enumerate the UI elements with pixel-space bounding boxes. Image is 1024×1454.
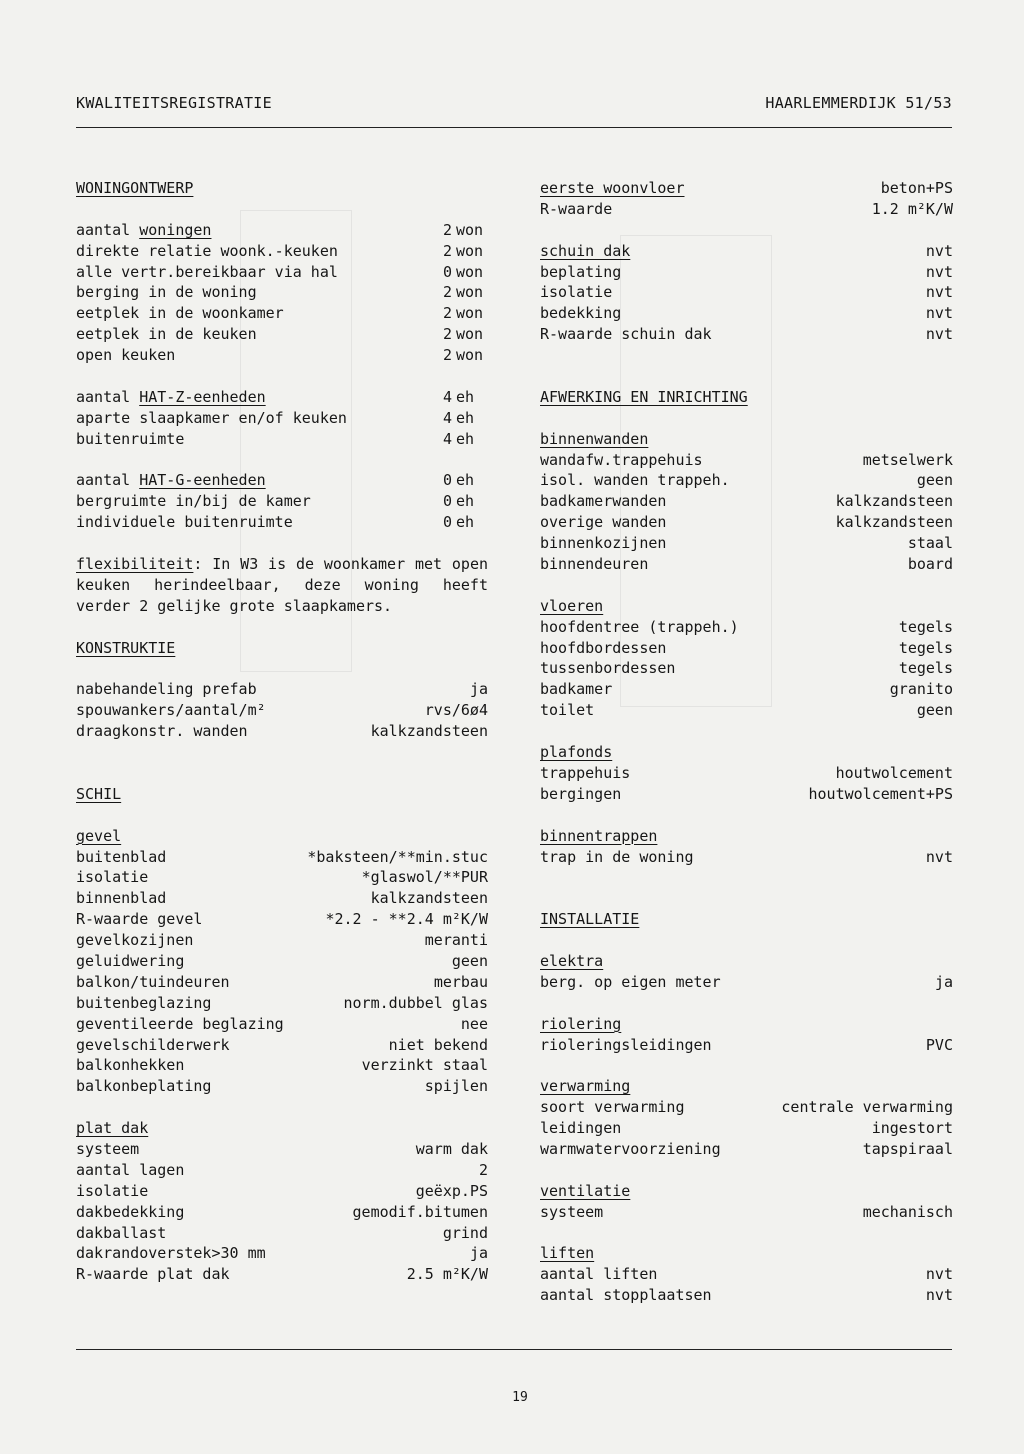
subsection-heading: ventilatie (540, 1181, 631, 1200)
spec-row (540, 1285, 953, 1306)
row-unit: eh (456, 387, 475, 406)
row-value: gemodif.bitumen (352, 1202, 488, 1221)
spec-row (76, 993, 488, 1014)
row-value: geen (916, 471, 953, 490)
row-label: berg. op eigen meter (540, 972, 721, 991)
spec-row (76, 1243, 488, 1264)
row-label: toilet (540, 701, 595, 720)
spec-row (76, 700, 488, 721)
row-value: verzinkt staal (361, 1056, 488, 1075)
row-count: 0 (442, 492, 452, 511)
spec-row: isolatie nvt (540, 283, 953, 302)
row-label: balkon/tuindeuren (76, 972, 230, 991)
spec-row: R-waarde schuin dak nvt (540, 325, 953, 344)
count-row (76, 303, 488, 324)
spec-row: bedekking nvt (540, 304, 953, 323)
row-value: geen (916, 701, 953, 720)
row-value: *glaswol/**PUR (361, 868, 488, 887)
count-row (76, 429, 488, 450)
row-label: systeem (76, 1140, 140, 1159)
row-label: geventileerde beglazing (76, 1014, 284, 1033)
row-value: grind (442, 1223, 488, 1242)
row-label: alle vertr.bereikbaar via hal (76, 262, 338, 281)
row-count: 2 (442, 346, 452, 365)
row-label: binnenblad (76, 889, 167, 908)
row-label: isolatie (76, 1181, 149, 1200)
row-count: 2 (442, 220, 452, 239)
row-count: 0 (442, 262, 452, 281)
row-unit: won (456, 283, 484, 302)
row-label: isol. wanden trappeh. (540, 471, 730, 490)
count-row (76, 241, 488, 262)
row-label: direkte relatie woonk.-keuken (76, 241, 338, 260)
row-label: buitenruimte (76, 429, 185, 448)
spec-row (540, 638, 953, 659)
row-label: trap in de woning (540, 847, 694, 866)
row-count: 4 (442, 429, 452, 448)
row-label: gevelkozijnen (76, 931, 194, 950)
row-label: dakbedekking (76, 1202, 185, 1221)
row-unit: won (456, 220, 484, 239)
row-count: 4 (442, 387, 452, 406)
row-count: 2 (442, 283, 452, 302)
spec-row (76, 972, 488, 993)
row-value: kalkzandsteen (370, 722, 488, 741)
row-label: buitenblad (76, 847, 167, 866)
footer-divider (76, 1349, 952, 1350)
row-value: *baksteen/**min.stuc (307, 847, 488, 866)
count-row (76, 408, 488, 429)
row-unit: eh (456, 492, 475, 511)
row-value: spijlen (424, 1077, 488, 1096)
count-row (76, 262, 488, 283)
row-value: nvt (925, 1286, 953, 1305)
count-row (76, 345, 488, 366)
subsection-heading: gevel (76, 826, 122, 845)
row-value: kalkzandsteen (835, 492, 953, 511)
row-value: nee (460, 1014, 488, 1033)
row-unit: won (456, 346, 484, 365)
spec-row (76, 867, 488, 888)
spec-row (540, 450, 953, 471)
spec-row (76, 847, 488, 868)
spec-row (540, 554, 953, 575)
row-count: 0 (442, 471, 452, 490)
row-label: R-waarde gevel (76, 910, 203, 929)
subsection-heading: binnentrappen (540, 826, 658, 845)
spec-row (76, 1014, 488, 1035)
row-unit: won (456, 304, 484, 323)
row-label: hoofdbordessen (540, 638, 667, 657)
spec-row (540, 1118, 953, 1139)
spec-row (540, 512, 953, 533)
row-label: draagkonstr. wanden (76, 722, 248, 741)
row-label: soort verwarming (540, 1098, 685, 1117)
count-row (76, 282, 488, 303)
row-label: badkamer (540, 680, 613, 699)
subsection-heading: eerste woonvloer beton+PS (540, 179, 953, 197)
row-unit: eh (456, 513, 475, 532)
subsection-heading: binnenwanden (540, 429, 649, 448)
row-label: isolatie (76, 868, 149, 887)
row-count: 4 (442, 408, 452, 427)
spec-row (76, 721, 488, 742)
row-label: gevelschilderwerk (76, 1035, 230, 1054)
row-unit: won (456, 241, 484, 260)
row-label: open keuken (76, 346, 176, 365)
subsection-heading: riolering (540, 1014, 622, 1033)
header-address: HAARLEMMERDIJK 51/53 (765, 94, 952, 112)
row-unit: won (456, 325, 484, 344)
row-label: rioleringsleidingen (540, 1035, 712, 1054)
row-label: eetplek in de keuken (76, 325, 257, 344)
spec-row (76, 1264, 488, 1285)
row-label: binnenkozijnen (540, 534, 667, 553)
row-value: PVC (925, 1035, 953, 1054)
row-value: mechanisch (862, 1202, 953, 1221)
row-label: overige wanden (540, 513, 667, 532)
row-label: trappehuis (540, 763, 631, 782)
row-label: aantal liften (540, 1265, 658, 1284)
row-unit: eh (456, 471, 475, 490)
right-column (540, 178, 953, 1306)
count-row (76, 512, 488, 533)
row-label: warmwatervoorziening (540, 1139, 721, 1158)
spec-row (540, 533, 953, 554)
row-unit: eh (456, 429, 475, 448)
row-label: leidingen (540, 1119, 622, 1138)
spec-row (76, 1223, 488, 1244)
row-value: rvs/6ø4 (424, 701, 488, 720)
row-value: ja (934, 972, 953, 991)
header-divider (76, 127, 952, 128)
spec-row (76, 951, 488, 972)
spec-row (76, 1055, 488, 1076)
subsection-heading: liften (540, 1244, 595, 1263)
flexibility-note: flexibiliteit: In W3 is de woonkamer met open keuken herindeelbaar, deze woning heeft verder 2 gelijke grote slaapkamers. (76, 555, 488, 615)
spec-row (76, 909, 488, 930)
row-label: individuele buitenruimte (76, 513, 293, 532)
row-value: *2.2 - **2.4 m²K/W (325, 910, 488, 929)
row-label: dakballast (76, 1223, 167, 1242)
section-heading: INSTALLATIE (540, 910, 640, 929)
row-label: geluidwering (76, 952, 185, 970)
spec-row: R-waarde 1.2 m²K/W (540, 199, 953, 218)
subsection-heading: vloeren (540, 596, 604, 615)
row-label: dakrandoverstek>30 mm (76, 1244, 266, 1263)
section-heading: WONINGONTWERP (76, 179, 194, 197)
row-label: tussenbordessen (540, 659, 676, 678)
row-label: R-waarde plat dak (76, 1265, 230, 1284)
spec-row (540, 847, 953, 868)
row-unit: eh (456, 408, 475, 427)
subsection-heading: plat dak (76, 1119, 149, 1138)
row-value: tegels (898, 638, 953, 657)
row-value: kalkzandsteen (370, 889, 488, 908)
spec-row (540, 1097, 953, 1118)
spec-row (76, 679, 488, 700)
row-value: ja (469, 680, 488, 699)
row-value: 2.5 m²K/W (406, 1265, 488, 1284)
row-label: binnendeuren (540, 555, 649, 574)
row-value: houtwolcement+PS (808, 784, 953, 803)
row-value: nvt (925, 847, 953, 866)
spec-row (76, 888, 488, 909)
section-heading: AFWERKING EN INRICHTING (540, 387, 748, 406)
row-value: houtwolcement (835, 763, 953, 782)
row-label: buitenbeglazing (76, 993, 212, 1012)
row-label: aantal HAT-G-eenheden (76, 471, 266, 490)
page-number: 19 (512, 1390, 528, 1405)
spec-row (76, 1076, 488, 1097)
spec-row (76, 1035, 488, 1056)
row-value: board (907, 555, 953, 574)
row-value: geen (451, 952, 488, 970)
row-unit: won (456, 262, 484, 281)
section-heading: SCHIL (76, 784, 122, 803)
count-row (76, 491, 488, 512)
count-row (76, 470, 488, 491)
row-label: badkamerwanden (540, 492, 667, 511)
row-label: hoofdentree (trappeh.) (540, 617, 739, 636)
row-label: bergingen (540, 784, 622, 803)
row-value: merbau (433, 972, 488, 991)
row-count: 2 (442, 325, 452, 344)
subsection-heading: verwarming (540, 1077, 631, 1096)
spec-row (540, 1035, 953, 1056)
spec-row (540, 1202, 953, 1223)
spec-row (540, 470, 953, 491)
spec-row (76, 930, 488, 951)
spec-row (540, 617, 953, 638)
left-column (76, 178, 488, 1285)
row-value: meranti (424, 931, 488, 950)
subsection-heading: plafonds (540, 743, 613, 762)
count-row (76, 220, 488, 241)
subsection-heading: schuin dak nvt (540, 241, 953, 260)
row-value: kalkzandsteen (835, 513, 953, 532)
row-label: aantal stopplaatsen (540, 1286, 712, 1305)
row-label: balkonbeplating (76, 1077, 212, 1096)
row-value: norm.dubbel glas (343, 993, 488, 1012)
spec-row (540, 491, 953, 512)
row-value: warm dak (415, 1140, 488, 1159)
row-value: nvt (925, 1265, 953, 1284)
row-value: tapspiraal (862, 1139, 953, 1158)
spec-row (76, 1202, 488, 1223)
row-count: 0 (442, 513, 452, 532)
spec-row (540, 1139, 953, 1160)
spec-row (540, 972, 953, 993)
spec-row (540, 658, 953, 679)
row-label: aantal woningen (76, 220, 212, 239)
row-label: berging in de woning (76, 283, 257, 302)
spec-row (540, 784, 953, 805)
row-value: ingestort (871, 1119, 953, 1138)
section-heading: KONSTRUKTIE (76, 638, 176, 657)
header-title: KWALITEITSREGISTRATIE (76, 94, 272, 112)
row-value: 2 (478, 1160, 488, 1179)
spec-row (540, 763, 953, 784)
spec-row (540, 1264, 953, 1285)
row-count: 2 (442, 304, 452, 323)
row-label: aantal HAT-Z-eenheden (76, 387, 266, 406)
row-label: aantal lagen (76, 1160, 185, 1179)
row-label: wandafw.trappehuis (540, 450, 703, 469)
row-label: spouwankers/aantal/m² (76, 701, 266, 720)
row-label: aparte slaapkamer en/of keuken (76, 408, 347, 427)
row-label: balkonhekken (76, 1056, 185, 1075)
row-label: bergruimte in/bij de kamer (76, 492, 311, 511)
row-label: eetplek in de woonkamer (76, 304, 284, 323)
spec-row (540, 679, 953, 700)
row-value: tegels (898, 617, 953, 636)
count-row (76, 387, 488, 408)
subsection-heading: elektra (540, 951, 604, 970)
spec-row (76, 1139, 488, 1160)
row-value: metselwerk (862, 450, 953, 469)
row-value: tegels (898, 659, 953, 678)
spec-row: beplating nvt (540, 262, 953, 281)
row-label: systeem (540, 1202, 604, 1221)
row-value: centrale verwarming (781, 1098, 953, 1117)
spec-row (76, 1160, 488, 1181)
spec-row (76, 1181, 488, 1202)
row-count: 2 (442, 241, 452, 260)
row-value: ja (469, 1244, 488, 1263)
spec-row (540, 700, 953, 721)
row-label: nabehandeling prefab (76, 680, 257, 699)
row-value: geëxp.PS (415, 1181, 488, 1200)
row-value: granito (889, 680, 953, 699)
row-value: niet bekend (388, 1035, 488, 1054)
count-row (76, 324, 488, 345)
row-value: staal (907, 534, 953, 553)
